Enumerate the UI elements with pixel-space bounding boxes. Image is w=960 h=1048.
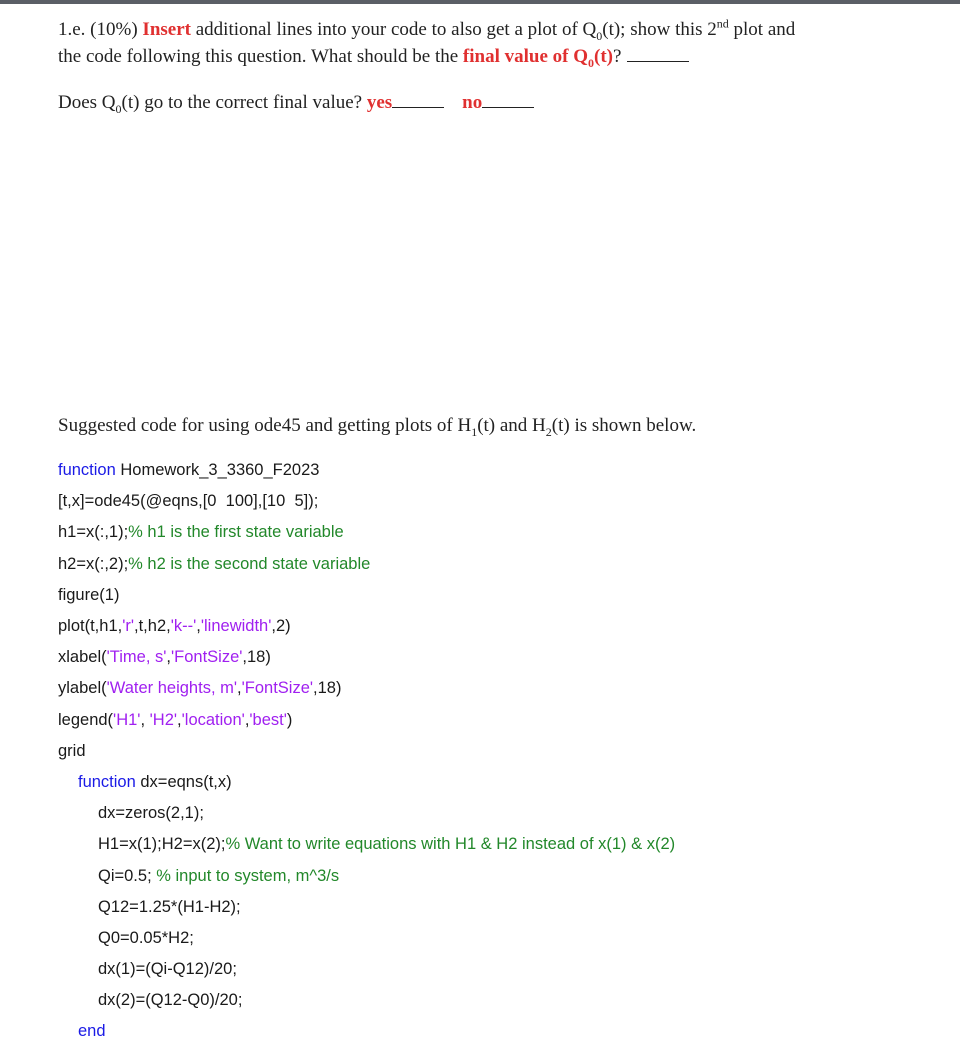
code-line-18: dx(2)=(Q12-Q0)/20; (98, 991, 243, 1009)
code-line-11: function dx=eqns(t,x) (78, 773, 232, 791)
question-line-2: the code following this question. What should be the final value of $Q_0(t)$? (58, 45, 689, 68)
code-line-6: plot(t,h1,'r',t,h2,'k--','linewidth',2) (58, 617, 291, 635)
code-line-1: function Homework_3_3360_F2023 (58, 461, 320, 479)
question-line-3: Does $Q_0(t)$ go to the correct final value? yes no (58, 91, 534, 114)
code-line-10: grid (58, 742, 86, 760)
code-line-8: ylabel('Water heights, m','FontSize',18) (58, 679, 342, 697)
code-line-16: Q0=0.05*H2; (98, 929, 194, 947)
code-line-19: end (78, 1022, 106, 1040)
code-line-3: h1=x(:,1);% h1 is the first state variable (58, 523, 344, 541)
top-border (0, 0, 960, 4)
code-line-13: H1=x(1);H2=x(2);% Want to write equations with H1 & H2 instead of x(1) & x(2) (98, 835, 676, 853)
code-line-2: [t,x]=ode45(@eqns,[0 100],[10 5]); (58, 492, 319, 510)
code-line-12: dx=zeros(2,1); (98, 804, 204, 822)
question-line-1: 1.e. (10%) Insert additional lines into your code to also get a plot of $Q_0(t)$; show this 2nd plot and (58, 16, 796, 43)
code-line-17: dx(1)=(Qi-Q12)/20; (98, 960, 237, 978)
code-line-15: Q12=1.25*(H1-H2); (98, 898, 241, 916)
final-value-label: final value of $Q_0(t)$ (462, 46, 613, 70)
no-option[interactable]: no (462, 92, 534, 113)
insert-keyword: Insert (142, 19, 191, 40)
code-line-14: Qi=0.5; % input to system, m^3/s (98, 867, 340, 885)
yes-option[interactable]: yes (367, 92, 444, 113)
code-line-7: xlabel('Time, s','FontSize',18) (58, 648, 271, 666)
final-value-blank[interactable] (627, 45, 689, 62)
code-line-9: legend('H1', 'H2','location','best') (58, 711, 293, 729)
suggested-code-heading: Suggested code for using ode45 and getting plots of $H_1(t)$ and $H_2(t)$ is shown below. (58, 415, 697, 439)
code-line-4: h2=x(:,2);% h2 is the second state variable (58, 555, 371, 573)
code-line-5: figure(1) (58, 586, 120, 604)
